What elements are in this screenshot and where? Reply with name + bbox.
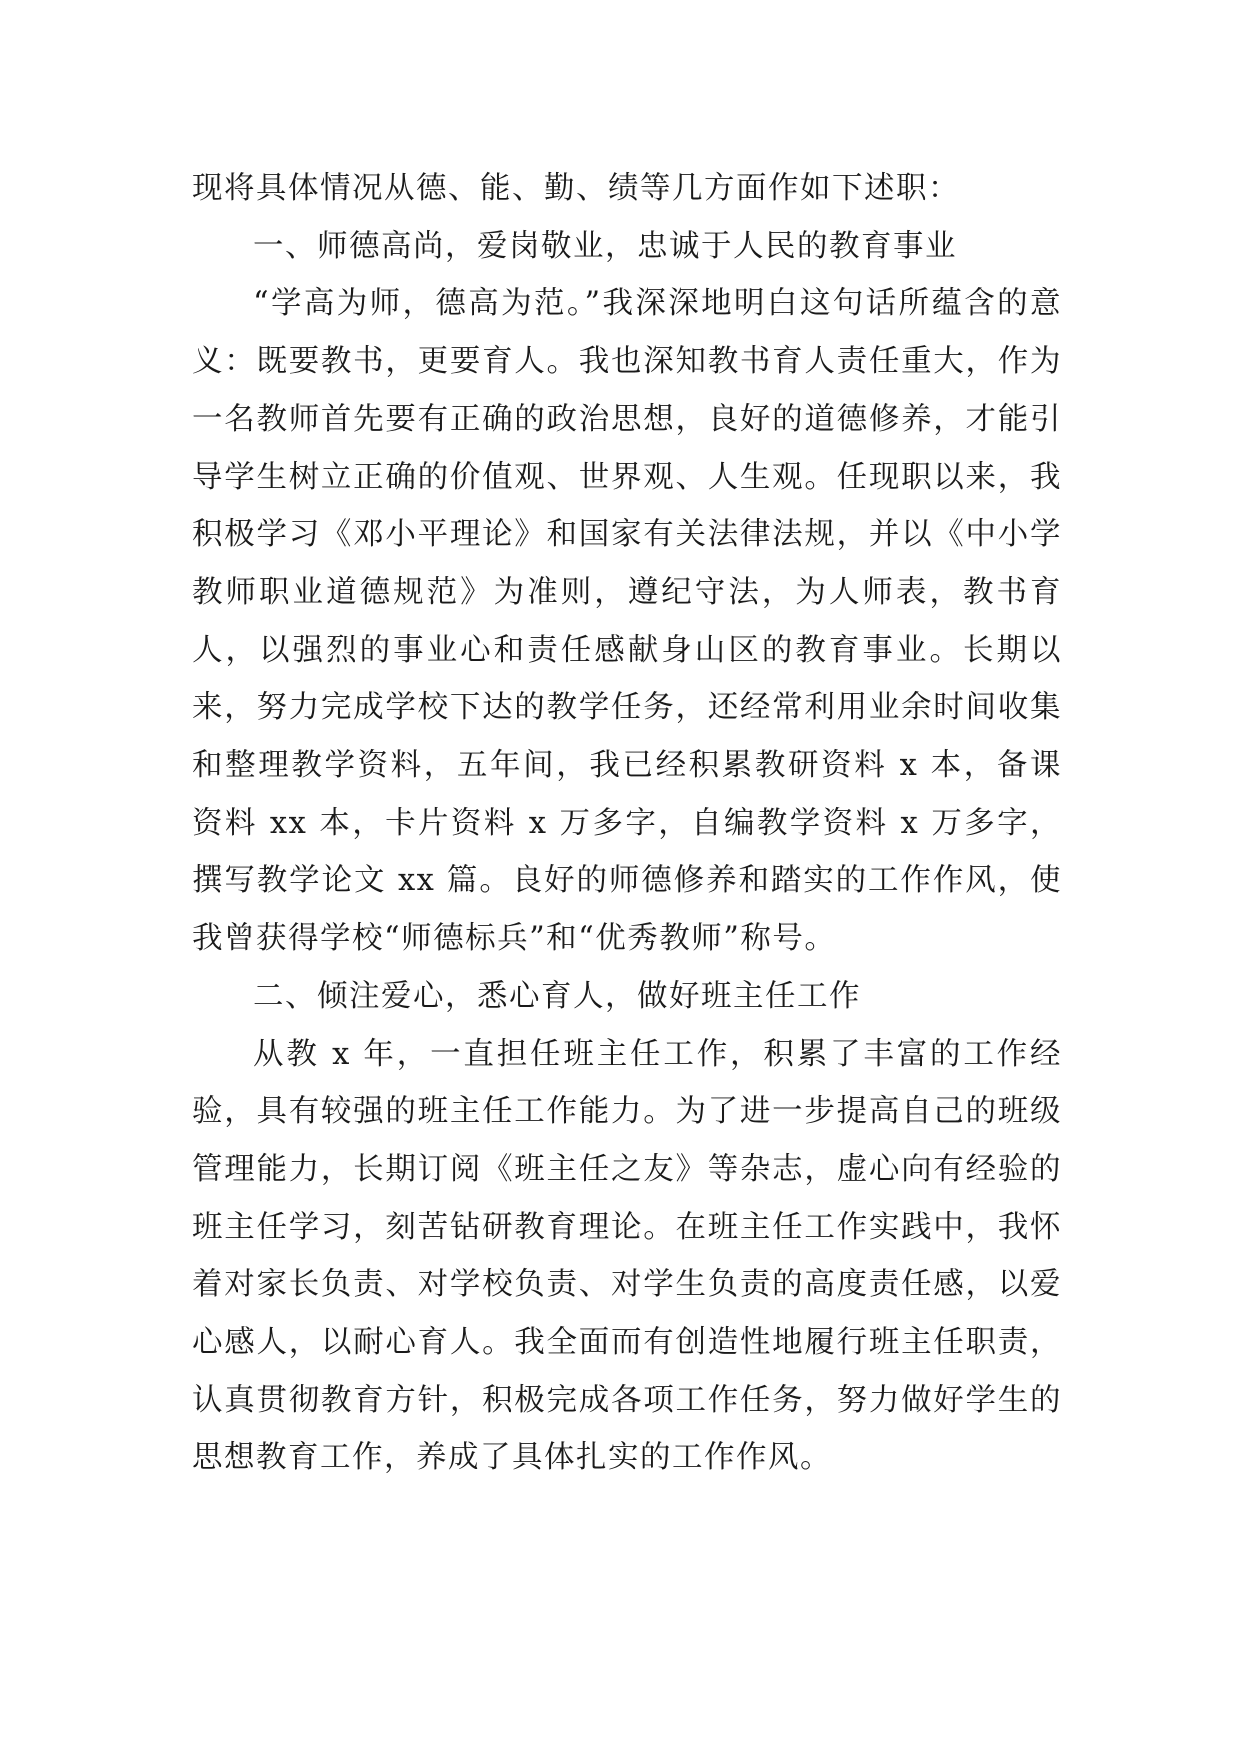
document-body — [192, 160, 1062, 1487]
section-1-paragraph: “学高为师，德高为范。”我深深地明白这句话所蕴含的意义：既要教书，更要育人。我也深知教书育人责任重大，作为一名教师首先要有正确的政治思想，良好的道德修养，才能引导学生树立正确的价值观、世界观、人生观。任现职以来，我积极学习《邓小平理论》和国家有关法律法规，并以《中小学教师职业道德规范》为准则，遵纪守法，为人师表，教书育人，以强烈的事业心和责任感献身山区的教育事业。长期以来，努力完成学校下达的教学任务，还经常利用业余时间收集和整理教学资料，五年间，我已经积累教研资料 x 本，备课资料 xx 本，卡片资料 x 万多字，自编教学资料 x 万多字，撰写教学论文 xx 篇。良好的师德修养和踏实的工作作风，使我曾获得学校“师德标兵”和“优秀教师”称号。 — [192, 286, 1062, 957]
section-heading-2: 二、倾注爱心，悉心育人，做好班主任工作 — [253, 978, 861, 1014]
section-2-paragraph: 从教 x 年，一直担任班主任工作，积累了丰富的工作经验，具有较强的班主任工作能力。为了进一步提高自己的班级管理能力，长期订阅《班主任之友》等杂志，虚心向有经验的班主任学习，刻苦钻研教育理论。在班主任工作实践中，我怀着对家长负责、对学校负责、对学生负责的高度责任感，以爱心感人，以耐心育人。我全面而有创造性地履行班主任职责，认真贯彻教育方针，积极完成各项工作任务，努力做好学生的思想教育工作，养成了具体扎实的工作作风。 — [192, 1036, 1062, 1476]
intro-paragraph: 现将具体情况从德、能、勤、绩等几方面作如下述职： — [192, 171, 960, 206]
section-heading-1: 一、师德高尚，爱岗敬业，忠诚于人民的教育事业 — [253, 228, 957, 264]
